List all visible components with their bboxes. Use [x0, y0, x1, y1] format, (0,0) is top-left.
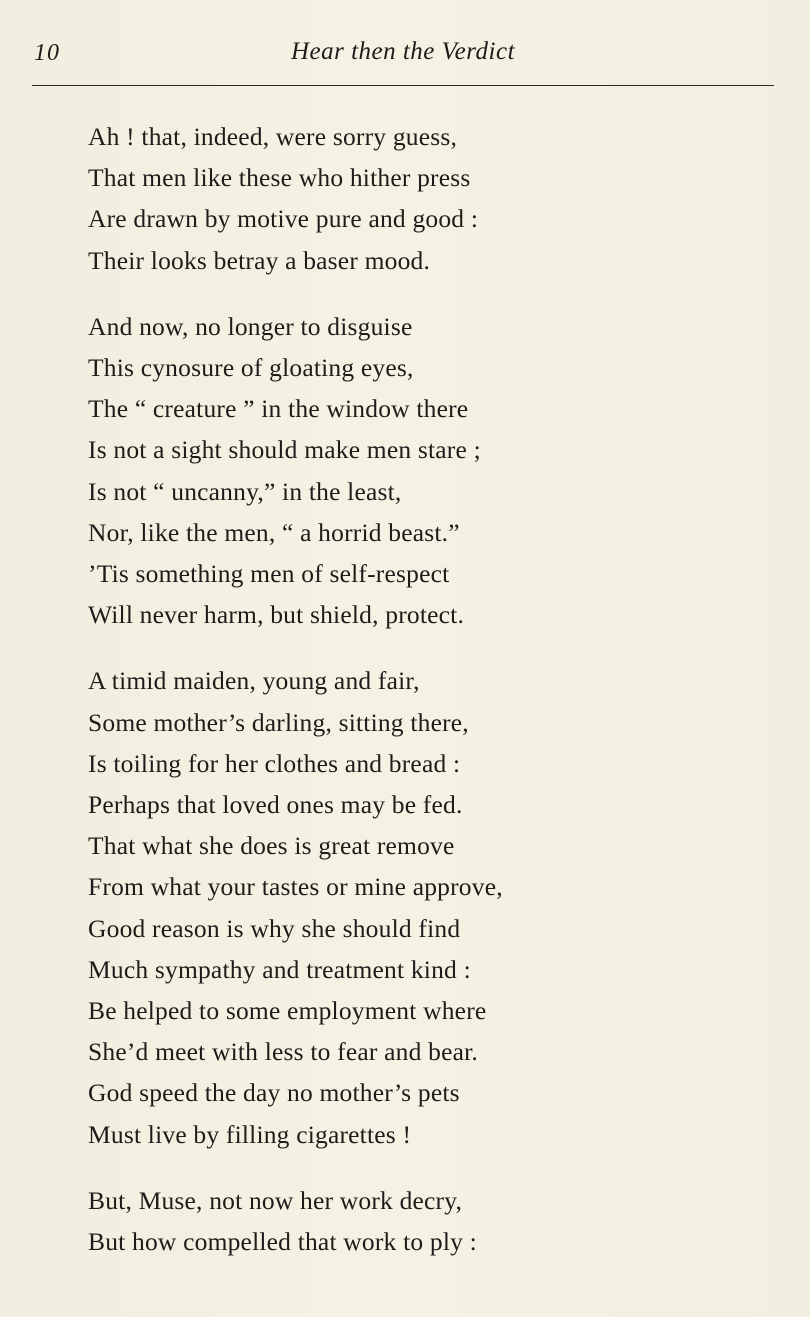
poem-line: The “ creature ” in the window there [88, 394, 469, 424]
poem-line: God speed the day no mother’s pets [88, 1078, 460, 1108]
poem-line: Ah ! that, indeed, were sorry guess, [88, 122, 458, 151]
poem-line: Their looks betray a baser mood. [88, 245, 431, 275]
poem-line: Some mother’s darling, sitting there, [88, 707, 469, 737]
poem-line: Perhaps that loved ones may be fed. [88, 790, 463, 820]
poem-line: Be helped to some employment where [88, 996, 487, 1026]
poem-line: Must live by filling cigarettes ! [88, 1119, 412, 1149]
running-title: Hear then the Verdict [290, 38, 516, 65]
stanza-4 [88, 1180, 778, 1262]
poem-body [88, 116, 778, 1287]
stanza-2 [88, 306, 778, 636]
poem-line: Is toiling for her clothes and bread : [88, 748, 461, 778]
poem-line: Is not a sight should make men stare ; [88, 435, 481, 465]
poem-line: But how compelled that work to ply : [88, 1227, 477, 1257]
poem-line: Are drawn by motive pure and good : [88, 204, 479, 234]
page-number: 10 [34, 40, 60, 66]
poem-line: ’Tis something men of self-respect [88, 559, 450, 589]
poem-line: She’d meet with less to fear and bear. [88, 1037, 478, 1067]
poem-line: A timid maiden, young and fair, [88, 666, 420, 696]
running-head [32, 36, 774, 76]
header-rule [32, 85, 774, 86]
poem-line: This cynosure of gloating eyes, [88, 353, 414, 383]
stanza-3 [88, 660, 778, 1154]
poem-line: That men like these who hither press [88, 163, 471, 193]
poem-line: From what your tastes or mine approve, [88, 872, 503, 902]
poem-line: Much sympathy and treatment kind : [88, 954, 471, 984]
poem-line: But, Muse, not now her work decry, [88, 1185, 463, 1215]
poem-line: Good reason is why she should find [88, 913, 461, 943]
poem-line: That what she does is great remove [88, 831, 455, 861]
poem-line: Is not “ uncanny,” in the least, [88, 476, 402, 506]
poem-line: And now, no longer to disguise [88, 311, 413, 341]
stanza-1 [88, 116, 778, 281]
poem-line: Will never harm, but shield, protect. [88, 600, 465, 630]
poem-line: Nor, like the men, “ a horrid beast.” [88, 517, 460, 547]
